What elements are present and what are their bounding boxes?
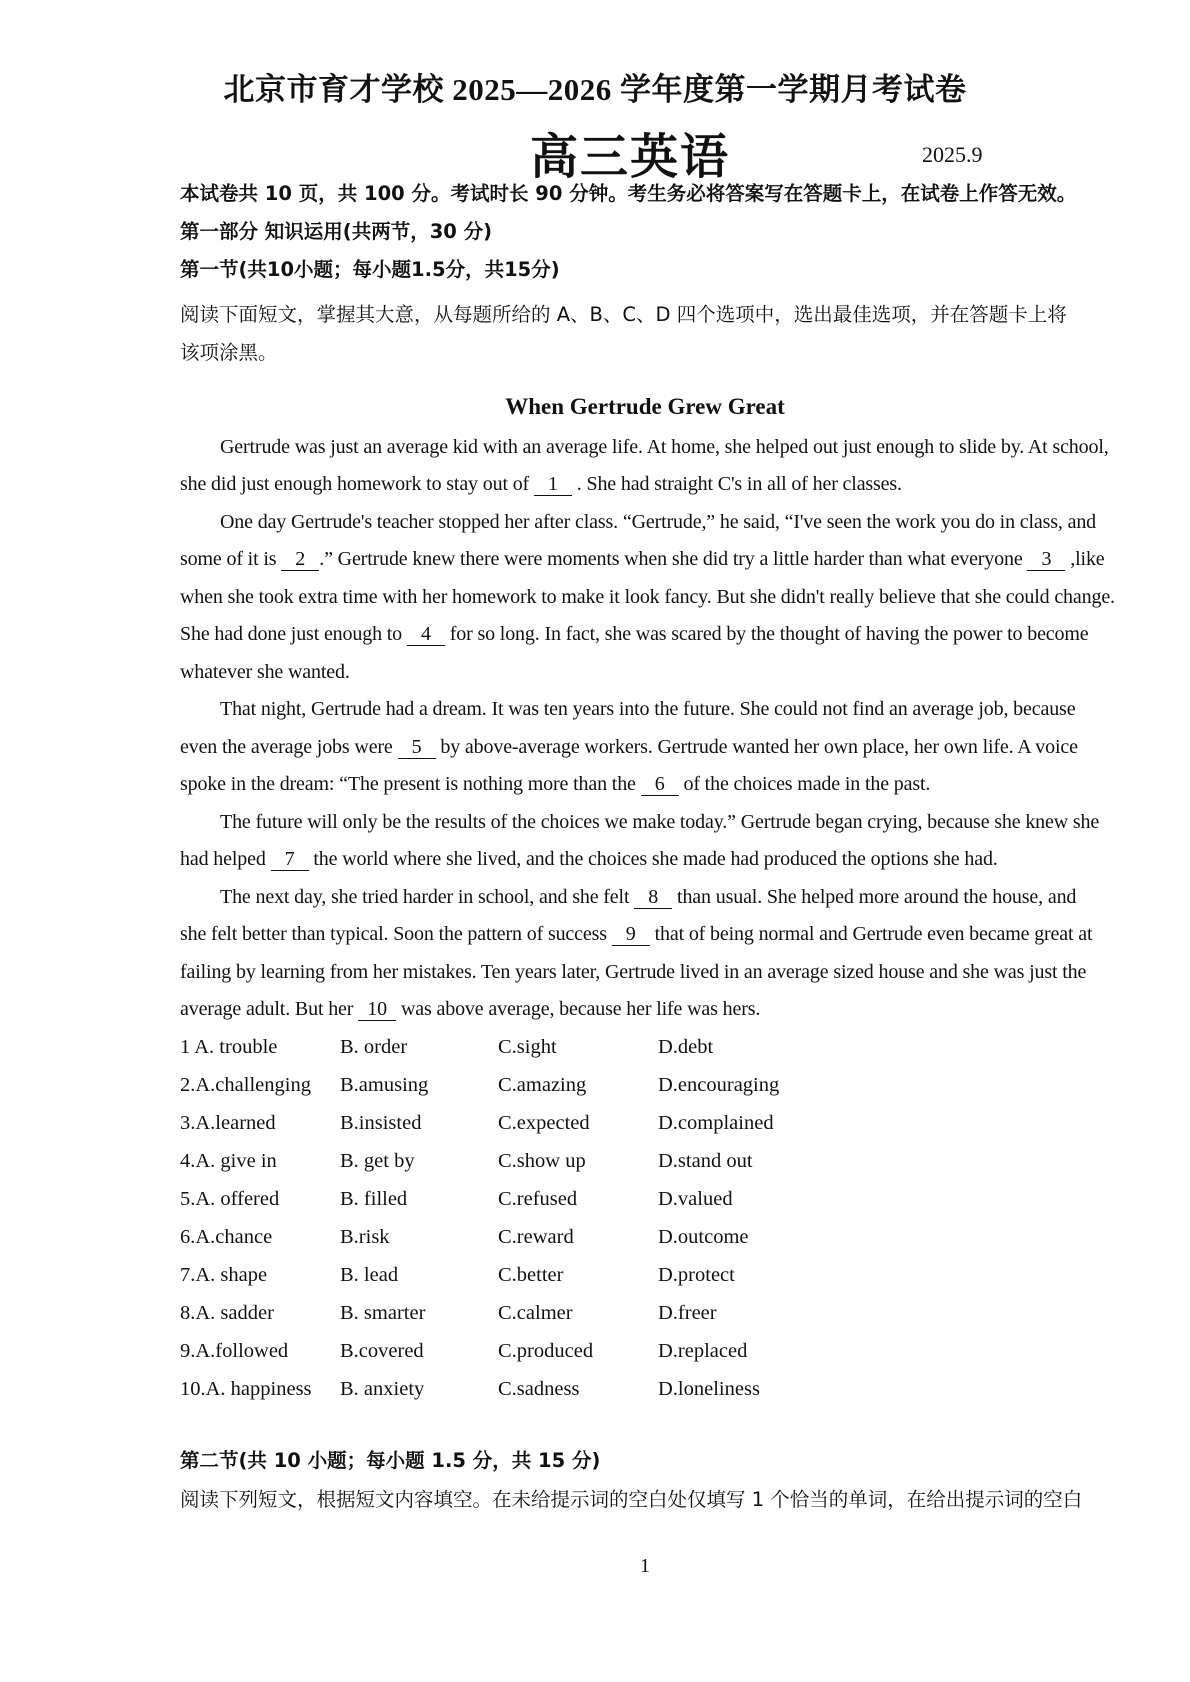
passage-line	[180, 849, 1110, 871]
line-text: some of it is	[180, 548, 282, 570]
blank-1: 1	[534, 474, 572, 496]
option-b[interactable]: B.covered	[340, 1340, 424, 1362]
line-text: for so long. In fact, she was scared by the thought of having the power to become	[444, 623, 1089, 645]
passage-line	[180, 924, 1110, 946]
line-text: by above-average workers. Gertrude wanted her own place, her own life. A voice	[435, 736, 1078, 758]
blank-8: 8	[634, 887, 672, 909]
option-d[interactable]: D.loneliness	[658, 1378, 760, 1400]
exam-intro: 本试卷共 10 页，共 100 分。考试时长 90 分钟。考生务必将答案写在答题卡上，在试卷上作答无效。	[180, 182, 1077, 205]
blank-2: 2	[281, 549, 319, 571]
passage-line	[180, 774, 1110, 796]
passage-line	[180, 586, 1115, 608]
passage-line	[180, 662, 1110, 682]
passage-line	[180, 999, 1110, 1021]
option-c[interactable]: C.refused	[498, 1188, 578, 1210]
option-c[interactable]: C.sight	[498, 1036, 557, 1058]
option-a[interactable]: 7.A. shape	[180, 1264, 268, 1286]
line-text: the world where she lived, and the choices she made had produced the options she had.	[308, 848, 998, 870]
option-b[interactable]: B.amusing	[340, 1074, 429, 1096]
line-text: whatever she wanted.	[180, 661, 350, 683]
option-a[interactable]: 2.A.challenging	[180, 1074, 311, 1096]
option-c[interactable]: C.better	[498, 1264, 564, 1286]
line-text: The future will only be the results of the choices we make today.” Gertrude began crying, because she knew she	[220, 811, 1100, 833]
line-text: average adult. But her	[180, 998, 359, 1020]
section1-directions-cont: 该项涂黑。	[180, 341, 278, 364]
section1-directions: 阅读下面短文，掌握其大意，从每题所给的 A、B、C、D 四个选项中，选出最佳选项，并在答题卡上将	[180, 303, 1067, 326]
blank-6: 6	[641, 774, 679, 796]
blank-10: 10	[358, 999, 396, 1021]
option-d[interactable]: D.replaced	[658, 1340, 748, 1362]
option-b[interactable]: B.insisted	[340, 1112, 422, 1134]
passage-line	[220, 812, 1110, 832]
line-text: spoke in the dream: “The present is nothing more than the	[180, 773, 641, 795]
line-text: of the choices made in the past.	[678, 773, 931, 795]
passage-line	[180, 549, 1110, 571]
line-text: she did just enough homework to stay out of	[180, 473, 534, 495]
option-row	[180, 1302, 980, 1328]
option-row	[180, 1150, 980, 1176]
line-text: failing by learning from her mistakes. Ten years later, Gertrude lived in an average sized house and she was just the	[180, 961, 1087, 983]
option-c[interactable]: C.amazing	[498, 1074, 587, 1096]
option-b[interactable]: B. get by	[340, 1150, 415, 1172]
line-text: than usual. She helped more around the house, and	[672, 886, 1077, 908]
option-a[interactable]: 8.A. sadder	[180, 1302, 274, 1324]
option-a[interactable]: 1 A. trouble	[180, 1036, 278, 1058]
option-a[interactable]: 4.A. give in	[180, 1150, 277, 1172]
option-d[interactable]: D.complained	[658, 1112, 774, 1134]
line-text: even the average jobs were	[180, 736, 398, 758]
option-d[interactable]: D.freer	[658, 1302, 717, 1324]
option-row	[180, 1074, 980, 1100]
option-d[interactable]: D.debt	[658, 1036, 714, 1058]
option-row	[180, 1112, 980, 1138]
option-a[interactable]: 9.A.followed	[180, 1340, 289, 1362]
blank-4: 4	[407, 624, 445, 646]
line-text: .” Gertrude knew there were moments when she did try a little harder than what everyone	[319, 548, 1028, 570]
blank-9: 9	[612, 924, 650, 946]
option-a[interactable]: 6.A.chance	[180, 1226, 273, 1248]
option-row	[180, 1036, 980, 1062]
option-d[interactable]: D.valued	[658, 1188, 733, 1210]
option-c[interactable]: C.sadness	[498, 1378, 580, 1400]
line-text: that of being normal and Gertrude even became great at	[649, 923, 1093, 945]
option-c[interactable]: C.produced	[498, 1340, 594, 1362]
option-c[interactable]: C.calmer	[498, 1302, 573, 1324]
line-text: had helped	[180, 848, 271, 870]
line-text: was above average, because her life was hers.	[396, 998, 761, 1020]
option-d[interactable]: D.protect	[658, 1264, 735, 1286]
option-b[interactable]: B. lead	[340, 1264, 399, 1286]
blank-7: 7	[271, 849, 309, 871]
passage-line	[220, 887, 1110, 909]
option-d[interactable]: D.encouraging	[658, 1074, 780, 1096]
line-text: when she took extra time with her homework to make it look fancy. But she didn't really believe that she could change.	[180, 586, 1115, 608]
subject-title: 高三英语	[530, 129, 731, 185]
option-b[interactable]: B. smarter	[340, 1302, 426, 1324]
exam-date: 2025.9	[922, 142, 983, 167]
section2-heading: 第二节(共 10 小题；每小题 1.5 分，共 15 分)	[180, 1449, 601, 1472]
option-b[interactable]: B. order	[340, 1036, 408, 1058]
page-number: 1	[640, 1555, 650, 1577]
option-c[interactable]: C.reward	[498, 1226, 574, 1248]
exam-title: 北京市育才学校 2025—2026 学年度第一学期月考试卷	[223, 72, 967, 107]
option-b[interactable]: B.risk	[340, 1226, 390, 1248]
line-text: One day Gertrude's teacher stopped her after class. “Gertrude,” he said, “I've seen the work you do in class, and	[220, 511, 1097, 533]
option-row	[180, 1188, 980, 1214]
option-c[interactable]: C.show up	[498, 1150, 586, 1172]
passage-title: When Gertrude Grew Great	[505, 394, 785, 419]
option-b[interactable]: B. anxiety	[340, 1378, 425, 1400]
option-row	[180, 1226, 980, 1252]
option-d[interactable]: D.outcome	[658, 1226, 749, 1248]
passage-line	[180, 624, 1110, 646]
option-d[interactable]: D.stand out	[658, 1150, 753, 1172]
option-a[interactable]: 3.A.learned	[180, 1112, 276, 1134]
line-text: She had done just enough to	[180, 623, 407, 645]
section1-heading: 第一节(共10小题；每小题1.5分，共15分)	[180, 258, 560, 281]
passage-line	[220, 699, 1110, 719]
passage-line	[180, 737, 1110, 759]
section2-directions: 阅读下列短文，根据短文内容填空。在未给提示词的空白处仅填写 1 个恰当的单词，在给出提示词的空白	[180, 1488, 1083, 1511]
option-a[interactable]: 5.A. offered	[180, 1188, 280, 1210]
option-row	[180, 1340, 980, 1366]
option-c[interactable]: C.expected	[498, 1112, 590, 1134]
passage-line	[180, 962, 1110, 982]
line-text: ,like	[1065, 548, 1105, 570]
option-row	[180, 1264, 980, 1290]
blank-3: 3	[1027, 549, 1065, 571]
line-text: That night, Gertrude had a dream. It was ten years into the future. She could not find an average job, because	[220, 698, 1076, 720]
passage-line	[220, 437, 1110, 457]
line-text: . She had straight C's in all of her classes.	[571, 473, 902, 495]
option-b[interactable]: B. filled	[340, 1188, 408, 1210]
line-text: she felt better than typical. Soon the pattern of success	[180, 923, 612, 945]
passage-line	[220, 512, 1110, 532]
option-a[interactable]: 10.A. happiness	[180, 1378, 312, 1400]
blank-5: 5	[398, 737, 436, 759]
passage-line	[180, 474, 1110, 496]
option-row	[180, 1378, 980, 1404]
part1-heading: 第一部分 知识运用(共两节，30 分)	[180, 220, 493, 243]
line-text: The next day, she tried harder in school, and she felt	[220, 886, 635, 908]
line-text: Gertrude was just an average kid with an average life. At home, she helped out just enough to slide by. At school,	[220, 436, 1109, 458]
